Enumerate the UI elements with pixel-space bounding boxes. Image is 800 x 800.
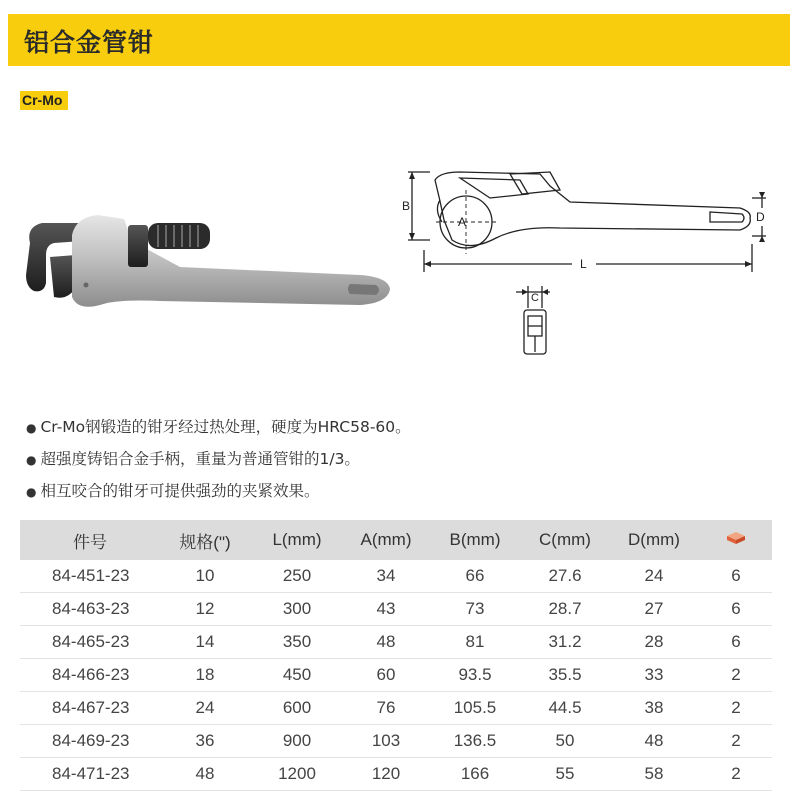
table-cell: 166 xyxy=(428,758,522,791)
table-cell: 84-463-23 xyxy=(20,593,160,626)
table-cell: 28.7 xyxy=(522,593,608,626)
bullet-icon: ● xyxy=(26,485,37,499)
table-cell: 34 xyxy=(344,560,428,593)
label-l: L xyxy=(580,257,587,271)
table-cell: 48 xyxy=(160,758,250,791)
table-row xyxy=(20,560,772,593)
table-cell: 84-451-23 xyxy=(20,560,160,593)
table-cell: 1200 xyxy=(250,758,344,791)
header-c: C(mm) xyxy=(522,520,608,560)
table-cell: 81 xyxy=(428,626,522,659)
table-cell: 12 xyxy=(160,593,250,626)
feature-item: ● 超强度铸铝合金手柄，重量为普通管钳的1/3。 xyxy=(26,450,360,468)
bullet-icon: ● xyxy=(26,453,37,467)
dimension-drawing xyxy=(400,160,780,365)
table-cell: 55 xyxy=(522,758,608,791)
title-banner xyxy=(8,14,790,66)
table-cell: 2 xyxy=(700,692,772,725)
header-part-number: 件号 xyxy=(20,520,160,560)
table-cell: 50 xyxy=(522,725,608,758)
page-title: 铝合金管钳 xyxy=(24,28,155,57)
table-row xyxy=(20,758,772,791)
table-cell: 44.5 xyxy=(522,692,608,725)
table-cell: 84-469-23 xyxy=(20,725,160,758)
table-cell: 350 xyxy=(250,626,344,659)
table-cell: 900 xyxy=(250,725,344,758)
feature-item: ● 相互咬合的钳牙可提供强劲的夹紧效果。 xyxy=(26,482,320,500)
label-c: C xyxy=(531,292,539,304)
header-package xyxy=(700,520,772,560)
table-cell: 6 xyxy=(700,560,772,593)
table-cell: 6 xyxy=(700,593,772,626)
header-size: 规格(") xyxy=(160,520,250,560)
table-cell: 450 xyxy=(250,659,344,692)
table-row xyxy=(20,593,772,626)
table-cell: 36 xyxy=(160,725,250,758)
table-cell: 27.6 xyxy=(522,560,608,593)
table-cell: 76 xyxy=(344,692,428,725)
table-cell: 24 xyxy=(608,560,700,593)
table-cell: 84-465-23 xyxy=(20,626,160,659)
table-header-row xyxy=(20,520,772,560)
table-cell: 136.5 xyxy=(428,725,522,758)
table-cell: 300 xyxy=(250,593,344,626)
label-d: D xyxy=(756,210,765,224)
table-cell: 2 xyxy=(700,659,772,692)
table-cell: 84-471-23 xyxy=(20,758,160,791)
table-cell: 43 xyxy=(344,593,428,626)
table-row xyxy=(20,725,772,758)
table-cell: 27 xyxy=(608,593,700,626)
table-cell: 250 xyxy=(250,560,344,593)
material-badge: Cr-Mo xyxy=(20,91,68,110)
table-cell: 14 xyxy=(160,626,250,659)
table-cell: 84-466-23 xyxy=(20,659,160,692)
feature-list xyxy=(26,415,411,511)
table-cell: 73 xyxy=(428,593,522,626)
table-cell: 6 xyxy=(700,626,772,659)
spec-table xyxy=(20,520,772,791)
table-cell: 58 xyxy=(608,758,700,791)
table-cell: 600 xyxy=(250,692,344,725)
bullet-icon: ● xyxy=(26,421,37,435)
table-row xyxy=(20,626,772,659)
header-l: L(mm) xyxy=(250,520,344,560)
table-cell: 2 xyxy=(700,758,772,791)
feature-item: ● Cr-Mo钢锻造的钳牙经过热处理，硬度为HRC58-60。 xyxy=(26,418,411,436)
table-cell: 48 xyxy=(344,626,428,659)
table-cell: 93.5 xyxy=(428,659,522,692)
table-cell: 2 xyxy=(700,725,772,758)
table-cell: 105.5 xyxy=(428,692,522,725)
table-cell: 28 xyxy=(608,626,700,659)
table-cell: 84-467-23 xyxy=(20,692,160,725)
table-cell: 66 xyxy=(428,560,522,593)
table-cell: 10 xyxy=(160,560,250,593)
table-cell: 31.2 xyxy=(522,626,608,659)
table-cell: 48 xyxy=(608,725,700,758)
header-a: A(mm) xyxy=(344,520,428,560)
table-row xyxy=(20,692,772,725)
label-b: B xyxy=(402,199,411,213)
package-quantity-icon xyxy=(725,531,747,545)
table-cell: 35.5 xyxy=(522,659,608,692)
table-cell: 120 xyxy=(344,758,428,791)
label-a: A xyxy=(458,215,467,229)
table-cell: 24 xyxy=(160,692,250,725)
table-cell: 38 xyxy=(608,692,700,725)
table-cell: 33 xyxy=(608,659,700,692)
pipe-wrench-photo xyxy=(20,205,395,325)
table-cell: 103 xyxy=(344,725,428,758)
table-cell: 18 xyxy=(160,659,250,692)
table-cell: 60 xyxy=(344,659,428,692)
table-row xyxy=(20,659,772,692)
header-b: B(mm) xyxy=(428,520,522,560)
header-d: D(mm) xyxy=(608,520,700,560)
